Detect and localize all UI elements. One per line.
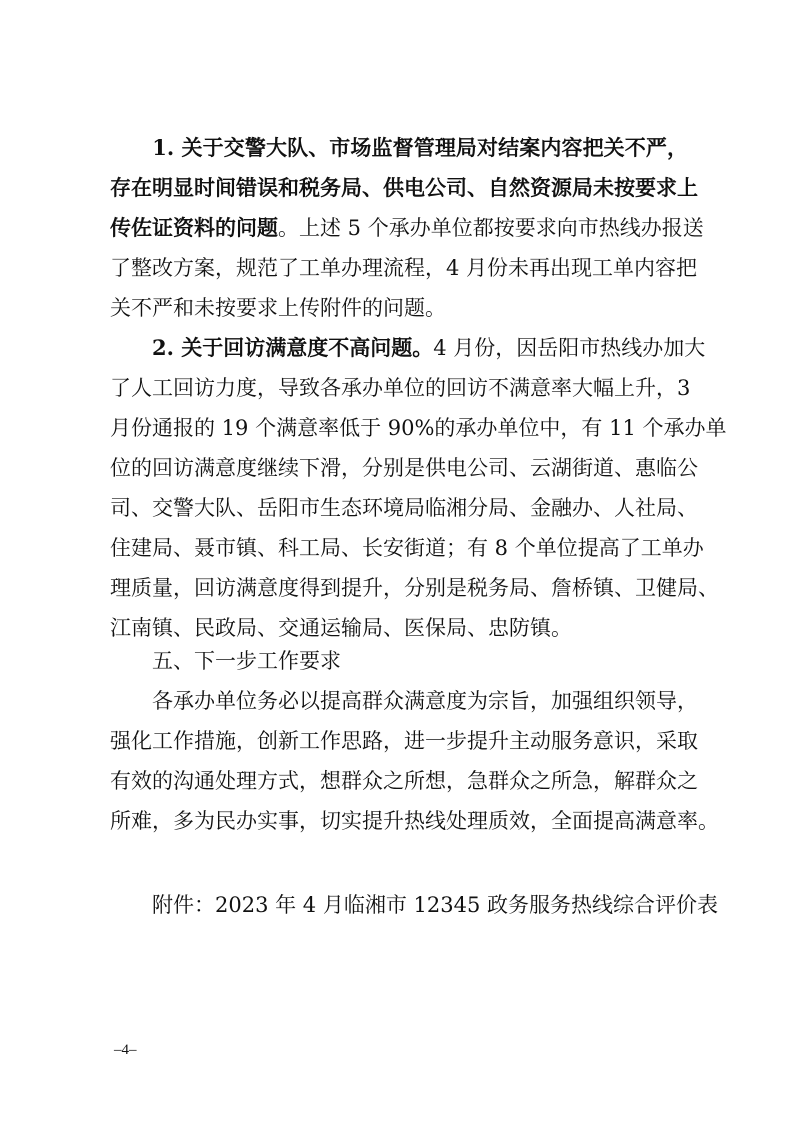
para2-line [110,453,698,483]
text: 所难，多为民办实事，切实提升热线处理质效，全面提高满意率。 [110,809,719,833]
text: 各承办单位务必以提高群众满意度为宗旨，加强组织领导， [110,689,698,713]
para2-line [110,413,727,443]
bold-text: 传佐证资料的问题 [110,215,278,240]
para1-line [110,293,688,323]
para1-line [110,133,688,163]
para3-line [110,766,698,796]
para1-line [110,213,704,243]
text: 了整改方案，规范了工单办理流程，4 月份未再出现工单内容把 [110,256,698,280]
text: 4 月份，因岳阳市热线办加大 [433,336,706,360]
text: 江南镇、民政局、交通运输局、医保局、忠防镇。 [110,616,572,640]
text: 住建局、聂市镇、科工局、长安街道；有 8 个单位提高了工单办 [110,536,704,560]
page-number: –4– [114,1042,137,1058]
bold-text: 2. 关于回访满意度不高问题。 [110,335,434,360]
para3-line [110,806,719,836]
para2-line [110,573,719,603]
para3-line [110,686,698,716]
text: 关不严和未按要求上传附件的问题。 [110,296,446,320]
para1-line [110,173,698,203]
text: 。上述 5 个承办单位都按要求向市热线办报送 [278,216,704,240]
section-heading: 五、下一步工作要求 [110,649,341,673]
bold-text: 1. 关于交警大队、市场监督管理局对结案内容把关不严， [110,135,688,160]
text: 司、交警大队、岳阳市生态环境局临湘分局、金融办、人社局、 [110,496,698,520]
para2-line [110,493,698,523]
text: 了人工回访力度，导致各承办单位的回访不满意率大幅上升，3 [110,376,691,400]
text: 理质量，回访满意度得到提升，分别是税务局、詹桥镇、卫健局、 [110,576,719,600]
text: 位的回访满意度继续下滑，分别是供电公司、云湖街道、惠临公 [110,456,698,480]
text: 强化工作措施，创新工作思路，进一步提升主动服务意识，采取 [110,729,698,753]
para2-line [110,333,706,363]
text: 有效的沟通处理方式，想群众之所想，急群众之所急，解群众之 [110,769,698,793]
bold-text: 存在明显时间错误和税务局、供电公司、自然资源局未按要求上 [110,175,698,200]
para1-line [110,253,698,283]
para2-line [110,533,704,563]
para2-line [110,373,691,403]
text: 月份通报的 19 个满意率低于 90%的承办单位中，有 11 个承办单 [110,416,727,440]
para2-line [110,613,688,643]
para3-line [110,726,698,756]
attachment-line: 附件：2023 年 4 月临湘市 12345 政务服务热线综合评价表 [110,893,718,917]
